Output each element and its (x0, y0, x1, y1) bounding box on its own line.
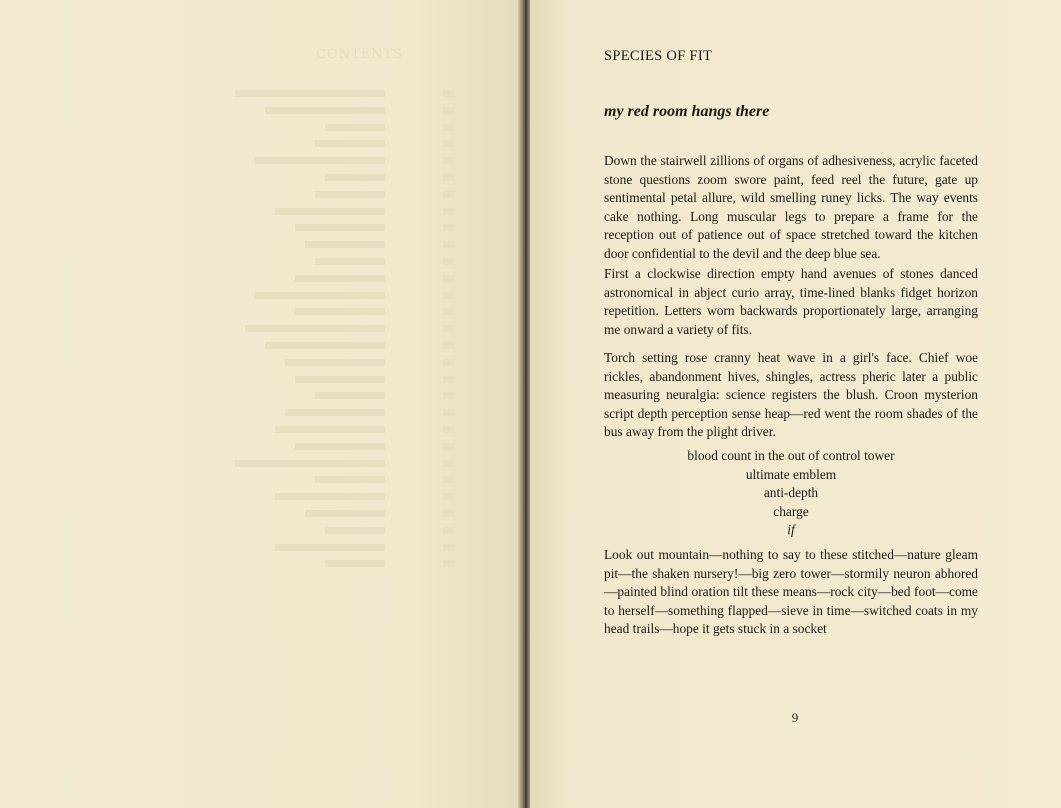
showthrough-page-ref (443, 392, 455, 399)
showthrough-row (205, 506, 455, 523)
showthrough-entry (315, 191, 385, 198)
showthrough-row (205, 523, 455, 540)
showthrough-page-ref (443, 409, 455, 416)
showthrough-page-ref (443, 107, 455, 114)
showthrough-entry (275, 544, 385, 551)
left-page (0, 0, 520, 808)
showthrough-entry (325, 174, 385, 181)
showthrough-row (205, 338, 455, 355)
showthrough-page-ref (443, 140, 455, 147)
stanza-line: ultimate emblem (745, 466, 837, 482)
showthrough-row (205, 540, 455, 557)
showthrough-page-ref (443, 493, 455, 500)
showthrough-row (205, 304, 455, 321)
showthrough-page-ref (443, 224, 455, 231)
showthrough-row (205, 103, 455, 120)
paragraph-1: Down the stairwell zillions of organs of adhesiveness, acrylic faceted stone questions zoom swore paint, feed reel the future, gate up sentimental petal allure, wild smelling runey licks. The way events cake nothing. Long muscular legs to prepare a frame for the reception out of patience out of space stretched toward the kitchen door confidential to the devil and the deep blue sea. (604, 153, 978, 261)
showthrough-page-ref (443, 308, 455, 315)
showthrough-page-ref (443, 560, 455, 567)
showthrough-entry (295, 275, 385, 282)
paragraph-3: Torch setting rose cranny heat wave in a girl's face. Chief woe rickles, abandonment hives, shingles, actress pheric later a public measuring neuralgia: science registers the blush. Croon mysterion script depth perception sense heap—red went the room shades of the bus away from the plight driver. (604, 350, 978, 440)
stanza-line: if (787, 522, 795, 538)
showthrough-row (205, 288, 455, 305)
showthrough-row (205, 372, 455, 389)
showthrough-entry (315, 476, 385, 483)
section-title: SPECIES OF FIT (604, 48, 713, 64)
stanza-line: anti-depth (763, 485, 819, 501)
showthrough-page-ref (443, 208, 455, 215)
showthrough-entry (275, 426, 385, 433)
poem-subtitle: my red room hangs there (604, 103, 770, 120)
showthrough-entry (295, 443, 385, 450)
showthrough-page-ref (443, 510, 455, 517)
showthrough-page-ref (443, 527, 455, 534)
showthrough-page-ref (443, 325, 455, 332)
stanza-line: blood count in the out of control tower (687, 448, 895, 463)
showthrough-row (205, 355, 455, 372)
showthrough-page-ref (443, 292, 455, 299)
showthrough-entry (285, 359, 385, 366)
showthrough-entry (265, 107, 385, 114)
showthrough-row (205, 170, 455, 187)
showthrough-entry (295, 224, 385, 231)
showthrough-row (205, 439, 455, 456)
showthrough-row (205, 86, 455, 103)
showthrough-page-ref (443, 359, 455, 366)
showthrough-entry (235, 460, 385, 467)
showthrough-row (205, 204, 455, 221)
showthrough-row (205, 489, 455, 506)
showthrough-row (205, 456, 455, 473)
showthrough-page-ref (443, 460, 455, 467)
showthrough-row (205, 153, 455, 170)
showthrough-entry (275, 493, 385, 500)
showthrough-row (205, 220, 455, 237)
showthrough-entry (295, 376, 385, 383)
showthrough-entry (255, 157, 385, 164)
showthrough-page-ref (443, 376, 455, 383)
showthrough-entry (325, 124, 385, 131)
showthrough-page-ref (443, 124, 455, 131)
showthrough-page-ref (443, 258, 455, 265)
showthrough-entry (305, 510, 385, 517)
showthrough-row (205, 556, 455, 573)
showthrough-page-ref (443, 275, 455, 282)
showthrough-row (205, 405, 455, 422)
showthrough-row (205, 271, 455, 288)
showthrough-entry (315, 258, 385, 265)
stanza-line: charge (773, 503, 809, 519)
showthrough-entry (285, 409, 385, 416)
showthrough-entry (275, 208, 385, 215)
showthrough-row (205, 472, 455, 489)
showthrough-row (205, 120, 455, 137)
showthrough-row (205, 136, 455, 153)
showthrough-page-ref (443, 241, 455, 248)
showthrough-row (205, 254, 455, 271)
page-number: 9 (791, 710, 799, 725)
showthrough-row (205, 422, 455, 439)
showthrough-page-ref (443, 544, 455, 551)
showthrough-page-ref (443, 443, 455, 450)
showthrough-row (205, 321, 455, 338)
showthrough-entry (265, 342, 385, 349)
centered-stanza (604, 447, 978, 540)
showthrough-page-ref (443, 426, 455, 433)
showthrough-row (205, 388, 455, 405)
paragraph-4: Look out mountain—nothing to say to these stitched—nature gleam pit—the shaken nursery!—big zero tower—stormily neuron abhored—painted blind oration tilt these means—rock city—bed foot—come to herself—something flapped—sieve in time—switched coats in my head trails—hope it gets stuck in a socket (604, 547, 978, 637)
showthrough-entry (325, 527, 385, 534)
showthrough-entry (245, 325, 385, 332)
showthrough-entry (315, 392, 385, 399)
showthrough-page-ref (443, 476, 455, 483)
showthrough-entry (305, 241, 385, 248)
showthrough-entry (235, 90, 385, 97)
paragraph-2: First a clockwise direction empty hand avenues of stones danced astronomical in abject curio array, time-lined blanks fidget horizon repetition. Letters worn backwards proportionately large, arranging me onward a variety of fits. (604, 266, 978, 337)
showthrough-page-ref (443, 174, 455, 181)
showthrough-entry (255, 292, 385, 299)
showthrough-row (205, 237, 455, 254)
showthrough-page-ref (443, 90, 455, 97)
showthrough-page-ref (443, 157, 455, 164)
showthrough-page-ref (443, 342, 455, 349)
showthrough-page-ref (443, 191, 455, 198)
showthrough-title: CONTENTS (316, 47, 404, 62)
showthrough-row (205, 187, 455, 204)
showthrough-entry (295, 308, 385, 315)
showthrough-contents (205, 86, 455, 573)
showthrough-entry (325, 560, 385, 567)
showthrough-entry (315, 140, 385, 147)
